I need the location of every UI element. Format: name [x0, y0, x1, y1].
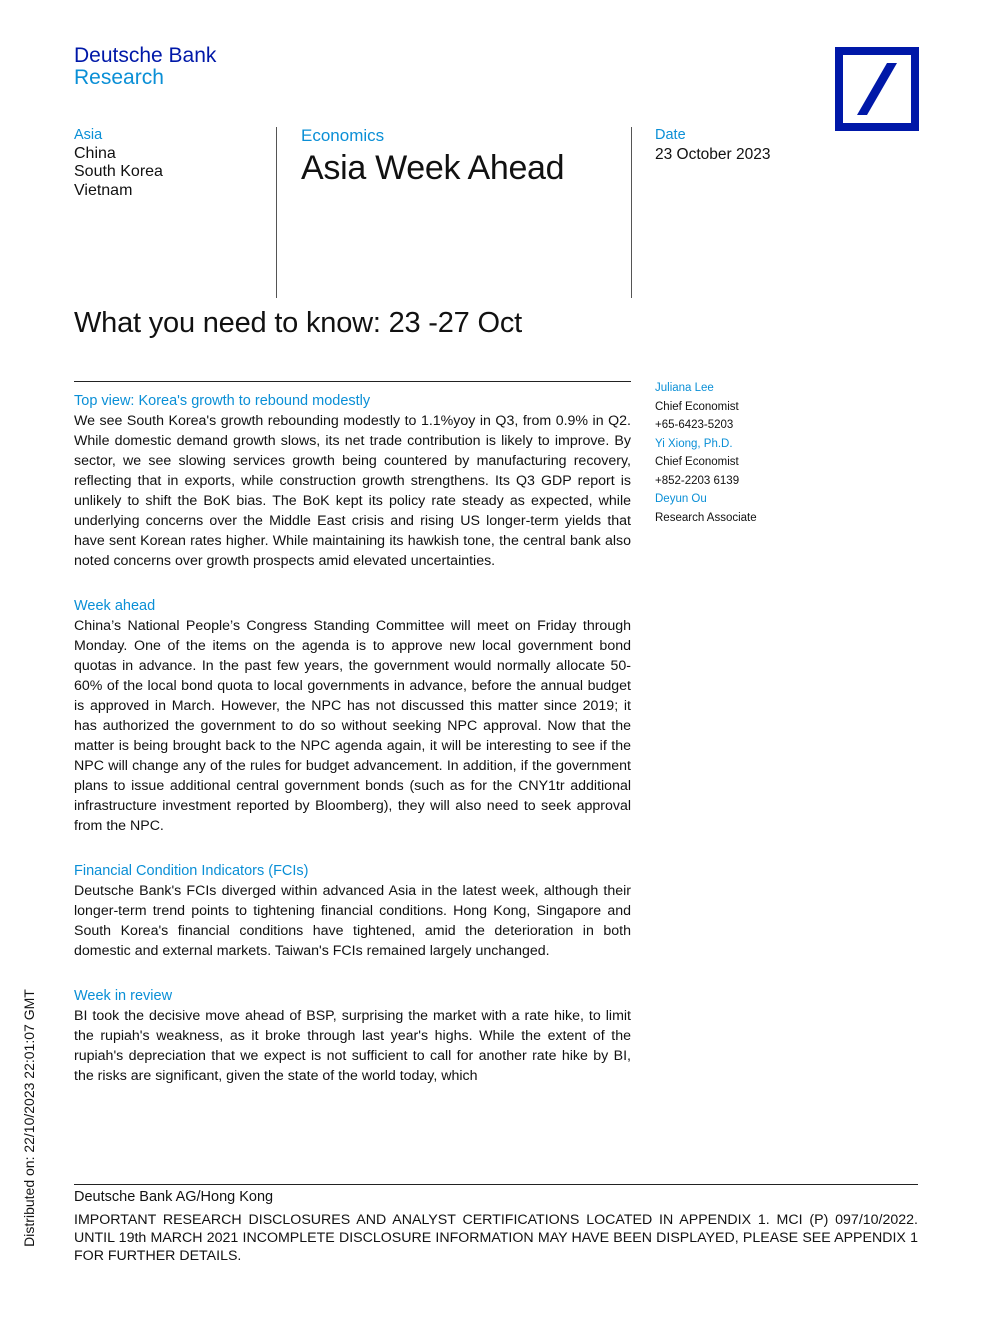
author-phone: +65-6423-5203 [655, 419, 734, 431]
section-heading-week-ahead: Week ahead [74, 598, 156, 614]
region-item-china: China [74, 144, 116, 162]
headline-rule [74, 381, 631, 382]
brand-line-2: Research [74, 66, 164, 89]
section-body-fcis: Deutsche Bank's FCIs diverged within advanced Asia in the latest week, although their longer-term trend points to tightening financial conditions. Hong Kong, Singapore and South Korea's financial conditions have tightened, amid the deterioration in both domestic and external markets. Taiwan's FCIs remained largely unchanged. [74, 883, 631, 959]
logo-slash-icon [857, 63, 897, 115]
page-headline: What you need to know: 23 -27 Oct [74, 307, 522, 339]
date-label: Date [655, 127, 686, 143]
date-block [655, 126, 770, 164]
footer-disclosure: IMPORTANT RESEARCH DISCLOSURES AND ANALYST CERTIFICATIONS LOCATED IN APPENDIX 1. MCI (P) 097/10/2022. UNTIL 19th MARCH 2021 INCOMPLETE DISCLOSURE INFORMATION MAY HAVE BEEN DISPLAYED, PLEASE SEE APPENDIX 1 FOR FURTHER DETAILS. [74, 1212, 918, 1264]
region-item-south-korea: South Korea [74, 163, 163, 180]
section-heading-week-in-review: Week in review [74, 988, 173, 1004]
author-title: Chief Economist [655, 400, 739, 413]
author-title: Chief Economist [655, 456, 739, 468]
author-name[interactable]: Juliana Lee [655, 382, 714, 394]
author-list [655, 379, 757, 527]
section-body-week-ahead: China’s National People’s Congress Standing Committee will meet on Friday through Monday. One of the items on the agenda is to approve new local government bond quotas in advance. In the past few years, the government would normally allocate 50-60% of the local bond quota to local governments in advance, before the annual budget is approved in March. However, the NPC has not discussed this matter since 2019; it has authorized the government to do so without seeking NPC approval. Now that the matter is being brought back to the NPC agenda again, it will be interesting to see if the NPC will change any of the rules for budget advancement. In addition, if the government plans to issue additional central government bonds (such as for the CNY1tr additional infrastructure investment reported by Bloomberg), they will also need to seek approval from the NPC. [74, 618, 631, 834]
region-item-vietnam: Vietnam [74, 181, 133, 199]
author-name[interactable]: Deyun Ou [655, 493, 707, 505]
date-value: 23 October 2023 [655, 146, 771, 163]
author-phone: +852-2203 6139 [655, 474, 740, 487]
series-category: Economics [301, 126, 385, 145]
section-heading-fcis: Financial Condition Indicators (FCIs) [74, 863, 309, 879]
section-body-week-in-review: BI took the decisive move ahead of BSP, surprising the market with a rate hike, to limit the rupiah's weakness, as it broke through last year's highs. While the extent of the rupiah's depreciation that we expect is not sufficient to call for another rate hike by BI, the risks are significant, given the state of the world today, which [74, 1008, 631, 1084]
footer-rule [74, 1184, 918, 1185]
deutsche-bank-logo-icon [835, 47, 919, 131]
report-title: Asia Week Ahead [301, 149, 565, 187]
section-heading-top-view: Top view: Korea's growth to rebound modestly [74, 393, 371, 409]
brand-wordmark [74, 45, 216, 89]
region-list [74, 126, 163, 200]
author-card [655, 435, 757, 491]
author-name[interactable]: Yi Xiong, Ph.D. [655, 437, 733, 450]
author-title: Research Associate [655, 511, 757, 524]
series-block [301, 126, 564, 188]
section-body-top-view: We see South Korea's growth rebounding modestly to 1.1%yoy in Q3, from 0.9% in Q2. While domestic demand growth slows, its net trade contribution is likely to improve. By sector, we see slowing services growth being countered by manufacturing recovery, reflecting that in exports, while construction growth strengthens. Its Q3 GDP report is unlikely to shift the BoK bias. The BoK kept its policy rate steady as expected, while underlying concerns over the Middle East crisis and rising US longer-term yields that have sent Korean rates higher. While maintaining its hawkish tone, the central bank also noted concerns over growth prospects amid elevated uncertainties. [74, 413, 631, 569]
footer-company: Deutsche Bank AG/Hong Kong [74, 1189, 274, 1205]
author-card [655, 490, 757, 527]
article-body [74, 391, 631, 1086]
header-divider-right [631, 127, 632, 298]
author-card [655, 379, 757, 435]
brand-line-1: Deutsche Bank [74, 44, 217, 67]
distribution-stamp: Distributed on: 22/10/2023 22:01:07 GMT [21, 989, 37, 1247]
page-footer [74, 1187, 918, 1265]
region-item-asia: Asia [74, 127, 103, 143]
header-divider-left [276, 127, 277, 298]
